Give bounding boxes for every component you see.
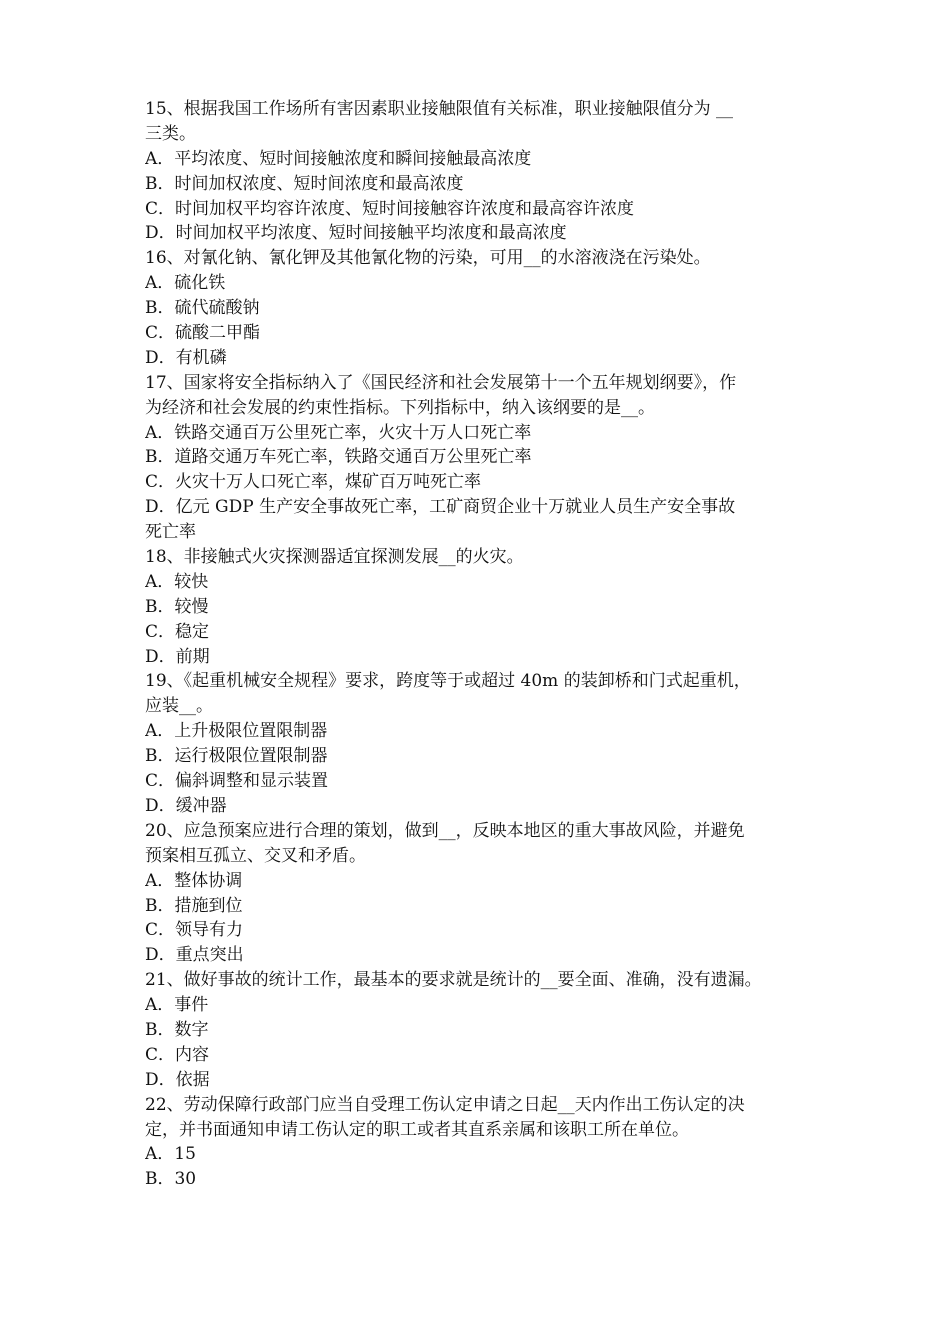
option-d: D．缓冲器 — [145, 795, 227, 816]
option-d: D．有机磷 — [145, 347, 227, 368]
question-stem-line: 定，并书面通知申请工伤认定的职工或者其直系亲属和该职工所在单位。 — [145, 1119, 689, 1140]
option-a: A．较快 — [145, 571, 209, 592]
option-d: D．亿元 GDP 生产安全事故死亡率，工矿商贸企业十万就业人员生产安全事故 — [145, 497, 736, 518]
question-stem-line: 21、做好事故的统计工作，最基本的要求就是统计的__要全面、准确，没有遗漏。 — [145, 970, 762, 991]
option-c: C．时间加权平均容许浓度、短时间接触容许浓度和最高容许浓度 — [145, 198, 635, 219]
question-21 — [145, 968, 810, 1092]
option-a: A．事件 — [145, 995, 209, 1016]
question-stem-line: 三类。 — [145, 123, 196, 144]
question-stem-line: 18、非接触式火灾探测器适宜探测发展__的火灾。 — [145, 547, 524, 568]
option-a: A．平均浓度、短时间接触浓度和瞬间接触最高浓度 — [145, 148, 532, 169]
option-b: B．道路交通万车死亡率，铁路交通百万公里死亡率 — [145, 447, 532, 468]
question-stem-line: 20、应急预案应进行合理的策划，做到__，反映本地区的重大事故风险，并避免 — [145, 820, 745, 841]
option-a: A．上升极限位置限制器 — [145, 721, 328, 742]
option-a: A．15 — [145, 1144, 196, 1165]
option-a: A．铁路交通百万公里死亡率，火灾十万人口死亡率 — [145, 422, 532, 443]
option-c: C．硫酸二甲酯 — [145, 323, 261, 344]
option-c: C．稳定 — [145, 621, 210, 642]
option-b: B．措施到位 — [145, 895, 243, 916]
question-17 — [145, 371, 810, 545]
question-16 — [145, 246, 810, 370]
question-19 — [145, 669, 810, 818]
option-b: B．运行极限位置限制器 — [145, 746, 328, 767]
option-c: C．内容 — [145, 1044, 210, 1065]
question-18 — [145, 545, 810, 669]
option-b: B．较慢 — [145, 596, 209, 617]
option-a: A．硫化铁 — [145, 273, 226, 294]
question-15 — [145, 97, 810, 246]
option-c: C．领导有力 — [145, 920, 244, 941]
option-a: A．整体协调 — [145, 870, 243, 891]
option-d: D．前期 — [145, 646, 210, 667]
question-20 — [145, 819, 810, 968]
question-stem-line: 为经济和社会发展的约束性指标。下列指标中，纳入该纲要的是__。 — [145, 397, 655, 418]
question-stem-line: 17、国家将安全指标纳入了《国民经济和社会发展第十一个五年规划纲要》，作 — [145, 372, 737, 393]
question-stem-line: 19、《起重机械安全规程》要求，跨度等于或超过 40m 的装卸桥和门式起重机， — [145, 671, 751, 692]
option-d: D．重点突出 — [145, 945, 244, 966]
question-stem-line: 16、对氰化钠、氰化钾及其他氰化物的污染，可用__的水溶液浇在污染处。 — [145, 248, 711, 269]
question-stem-line: 应装__。 — [145, 696, 213, 717]
document-page — [145, 97, 810, 1192]
question-22 — [145, 1093, 810, 1193]
option-b: B．数字 — [145, 1019, 209, 1040]
option-d: D．时间加权平均浓度、短时间接触平均浓度和最高浓度 — [145, 223, 567, 244]
question-stem-line: 15、根据我国工作场所有害因素职业接触限值有关标准，职业接触限值分为 __ — [145, 99, 734, 119]
question-stem-line: 预案相互孤立、交叉和矛盾。 — [145, 845, 366, 866]
option-d-continuation: 死亡率 — [145, 522, 196, 543]
option-b: B．30 — [145, 1169, 197, 1190]
option-b: B．时间加权浓度、短时间浓度和最高浓度 — [145, 173, 464, 194]
option-b: B．硫代硫酸钠 — [145, 298, 260, 319]
option-d: D．依据 — [145, 1069, 210, 1090]
option-c: C．火灾十万人口死亡率，煤矿百万吨死亡率 — [145, 472, 482, 493]
question-stem-line: 22、劳动保障行政部门应当自受理工伤认定申请之日起__天内作出工伤认定的决 — [145, 1094, 745, 1115]
option-c: C．偏斜调整和显示装置 — [145, 771, 329, 792]
